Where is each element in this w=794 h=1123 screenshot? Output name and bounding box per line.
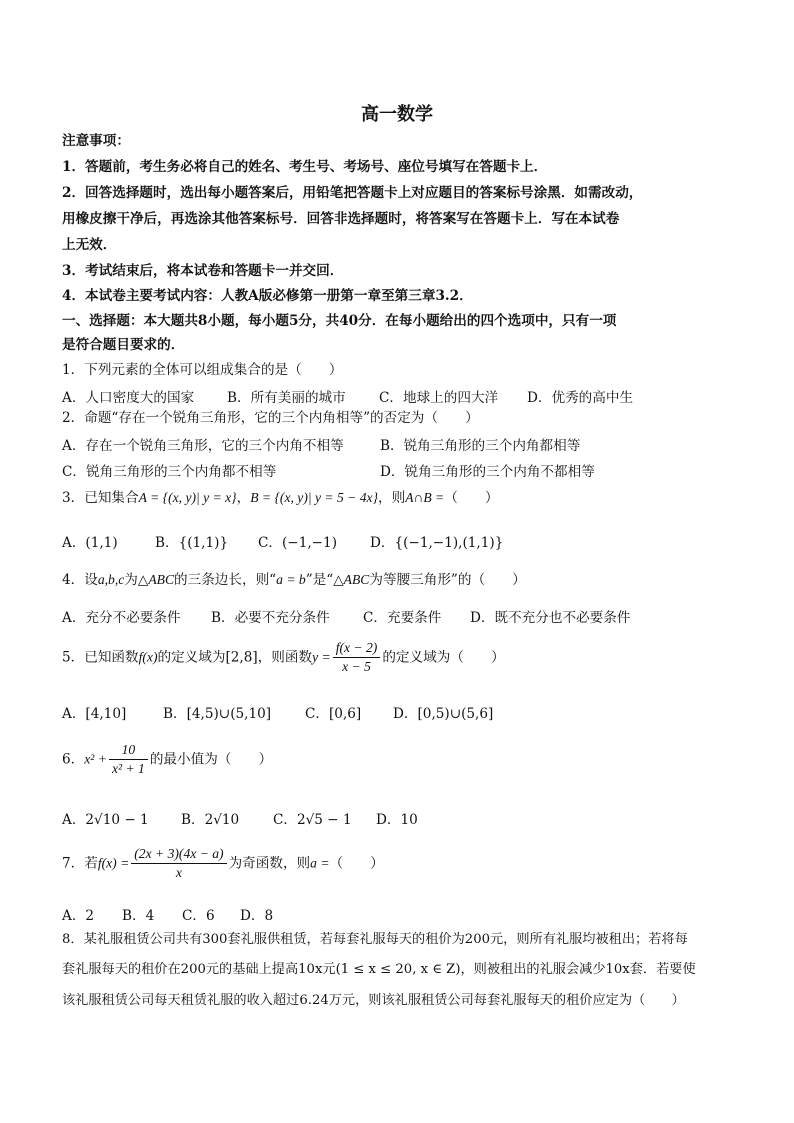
q3-option-d: D．{(−1,−1),(1,1)} bbox=[370, 535, 504, 551]
q7-var: a = bbox=[310, 855, 330, 871]
q4-vars: a,b,c bbox=[97, 572, 125, 587]
q3-prefix: 3．已知集合 bbox=[62, 490, 139, 506]
question-8-line-2: 套礼服每天的租价在200元的基础上提高10x元(1 ≤ x ≤ 20, x ∈ Z)，则被租出的礼服会减少10x套．若要使 bbox=[62, 962, 696, 977]
notice-item-1: 1．答题前，考生务必将自己的姓名、考生号、考场号、座位号填写在答题卡上． bbox=[62, 159, 548, 175]
q6-numerator: 10 bbox=[109, 742, 148, 760]
q5-denominator: x − 5 bbox=[342, 659, 371, 675]
q4-mid3: ”是“△ bbox=[305, 572, 344, 588]
page-title: 高一数学 bbox=[361, 104, 433, 125]
q4-option-d: D．既不充分也不必要条件 bbox=[470, 610, 631, 626]
notice-item-4: 4．本试卷主要考试内容：人教A版必修第一册第一章至第三章3.2． bbox=[62, 288, 473, 304]
q5-fraction bbox=[333, 640, 381, 676]
q3-end: （ ） bbox=[444, 490, 499, 506]
q7-lhs: f(x) = bbox=[97, 855, 130, 871]
q3-separator: ， bbox=[236, 490, 251, 506]
q5-option-b: B．[4,5)∪(5,10] bbox=[163, 706, 272, 722]
q6-fraction bbox=[109, 742, 148, 778]
q6-option-c: C．2√5 − 1 bbox=[273, 812, 352, 828]
section-heading-line2: 是符合题目要求的． bbox=[62, 337, 185, 353]
q7-option-d: D．8 bbox=[240, 908, 274, 924]
q6-end: 的最小值为（ ） bbox=[149, 751, 273, 768]
q6-option-d: D．10 bbox=[376, 812, 418, 828]
question-6-stem bbox=[62, 742, 272, 778]
q7-denominator: x bbox=[175, 865, 182, 881]
question-7-stem bbox=[62, 846, 384, 882]
q3-option-b: B．{(1,1)} bbox=[155, 535, 229, 551]
q2-option-c: C．锐角三角形的三个内角都不相等 bbox=[62, 464, 277, 480]
q4-condition: a = b bbox=[276, 572, 306, 587]
question-5-stem bbox=[62, 640, 505, 676]
q4-end: 为等腰三角形”的（ ） bbox=[369, 572, 526, 588]
notice-heading: 注意事项： bbox=[62, 133, 130, 149]
q6-option-b: B．2√10 bbox=[181, 812, 240, 828]
question-8-line-3: 该礼服租赁公司每天租赁礼服的收入超过6.24万元，则该礼服租赁公司每套礼服每天的租价应定为（ ） bbox=[62, 993, 685, 1008]
q1-option-b: B．所有美丽的城市 bbox=[227, 390, 346, 406]
q1-option-c: C．地球上的四大洋 bbox=[379, 390, 499, 406]
q3-mid: ，则 bbox=[378, 490, 406, 506]
notice-item-2: 2．回答选择题时，选出每小题答案后，用铅笔把答题卡上对应题目的答案标号涂黑．如需改动， bbox=[62, 185, 643, 201]
q4-option-b: B．必要不充分条件 bbox=[211, 610, 330, 626]
q7-fraction bbox=[131, 846, 226, 882]
q2-option-d: D．锐角三角形的三个内角不都相等 bbox=[380, 464, 595, 480]
question-2-stem: 2．命题“存在一个锐角三角形，它的三个内角相等”的否定为（ ） bbox=[62, 410, 479, 426]
q4-option-c: C．充要条件 bbox=[363, 610, 442, 626]
q7-end: （ ） bbox=[329, 855, 384, 872]
question-3-stem bbox=[62, 490, 499, 506]
q5-mid: 的定义域为[2,8]，则函数 bbox=[157, 649, 313, 666]
q2-option-a: A．存在一个锐角三角形，它的三个内角不相等 bbox=[62, 438, 344, 454]
q6-option-a: A．2√10 − 1 bbox=[62, 812, 149, 828]
q3-set-a: A = {(x, y)| y = x} bbox=[138, 490, 237, 505]
q3-option-a: A．(1,1) bbox=[62, 535, 118, 551]
q4-mid2: 的三条边长，则“ bbox=[174, 572, 277, 588]
q5-option-d: D．[0,5)∪(5,6] bbox=[393, 706, 494, 722]
q6-expr: x² + bbox=[84, 751, 107, 767]
q3-intersection: A∩B = bbox=[405, 490, 445, 505]
q1-option-a: A．人口密度大的国家 bbox=[62, 390, 195, 406]
q4-prefix: 4．设 bbox=[62, 572, 98, 588]
q5-func: f(x) bbox=[138, 649, 158, 665]
question-4-stem bbox=[62, 572, 526, 588]
q5-end: 的定义域为（ ） bbox=[382, 649, 505, 666]
notice-item-2-end: 上无效． bbox=[62, 237, 117, 253]
q5-y: y = bbox=[312, 649, 331, 665]
q5-numerator: f(x − 2) bbox=[333, 640, 381, 658]
q5-option-a: A．[4,10] bbox=[62, 706, 127, 722]
section-heading-line1: 一、选择题：本大题共8小题，每小题5分，共40分．在每小题给出的四个选项中，只有一项 bbox=[62, 313, 617, 329]
q7-prefix: 7．若 bbox=[62, 855, 98, 872]
q4-triangle: ABC bbox=[148, 572, 175, 587]
q6-denominator: x² + 1 bbox=[111, 761, 145, 777]
notice-item-3: 3．考试结束后，将本试卷和答题卡一并交回． bbox=[62, 263, 344, 279]
notice-item-2-cont: 用橡皮擦干净后，再选涂其他答案标号．回答非选择题时，将答案写在答题卡上．写在本试卷 bbox=[62, 211, 620, 227]
q7-option-a: A．2 bbox=[62, 908, 95, 924]
q3-option-c: C．(−1,−1) bbox=[258, 535, 338, 551]
q7-option-c: C．6 bbox=[182, 908, 215, 924]
q5-option-c: C．[0,6] bbox=[305, 706, 362, 722]
question-8-line-1: 8．某礼服租赁公司共有300套礼服供租赁，若每套礼服每天的租价为200元，则所有礼服均被租出；若将每 bbox=[62, 932, 688, 947]
q5-prefix: 5．已知函数 bbox=[62, 649, 139, 666]
q4-triangle-2: ABC bbox=[343, 572, 370, 587]
q6-prefix: 6． bbox=[62, 751, 85, 768]
q7-mid: 为奇函数，则 bbox=[228, 855, 311, 872]
q4-option-a: A．充分不必要条件 bbox=[62, 610, 181, 626]
q2-option-b: B．锐角三角形的三个内角都相等 bbox=[380, 438, 581, 454]
q7-option-b: B．4 bbox=[122, 908, 155, 924]
q4-mid1: 为△ bbox=[124, 572, 149, 588]
q3-set-b: B = {(x, y)| y = 5 − 4x} bbox=[250, 490, 379, 505]
question-1-stem: 1．下列元素的全体可以组成集合的是（ ） bbox=[62, 362, 343, 378]
q1-option-d: D．优秀的高中生 bbox=[527, 390, 634, 406]
q7-numerator: (2x + 3)(4x − a) bbox=[131, 846, 226, 864]
